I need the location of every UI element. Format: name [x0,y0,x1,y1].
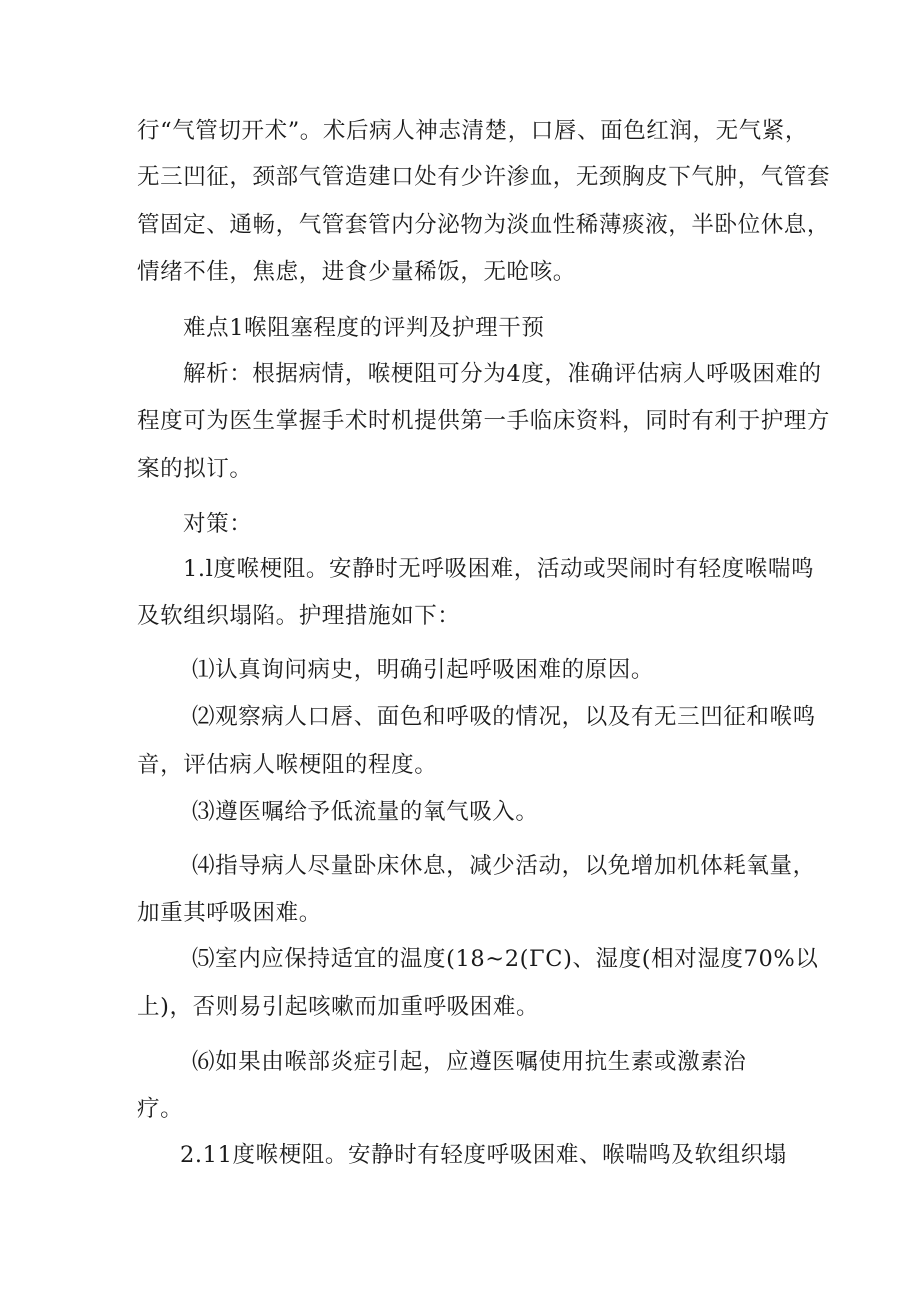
paragraph-line: 解析：根据病情，喉梗阻可分为4度，准确评估病人呼吸困难的 [183,361,822,387]
paragraph-line: 程度可为医生掌握手术时机提供第一手临床资料，同时有利于护理方 [137,408,831,434]
list-item: ⑸室内应保持适宜的温度(18~2(ΓC)、湿度(相对湿度70%以 [192,946,819,972]
paragraph-line: 及软组织塌陷。护理措施如下： [137,603,461,629]
list-item: ⑷指导病人尽量卧床休息，减少活动，以免增加机体耗氧量， [192,853,816,879]
paragraph-line: 上)，否则易引起咳嗽而加重呼吸困难。 [137,994,540,1020]
paragraph-line: 加重其呼吸困难。 [137,900,322,926]
paragraph-line: 音，评估病人喉梗阻的程度。 [137,752,438,778]
list-item: ⑴认真询问病史，明确引起呼吸困难的原因。 [192,657,655,683]
paragraph-line: 无三凹征，颈部气管造建口处有少许渗血，无颈胸皮下气肿，气管套 [137,164,831,190]
section-heading: 难点1喉阻塞程度的评判及护理干预 [183,315,545,341]
paragraph-line: 情绪不佳，焦虑，进食少量稀饭，无呛咳。 [137,259,576,285]
list-item: ⑶遵医嘱给予低流量的氧气吸入。 [192,799,539,825]
paragraph-line: 2.11度喉梗阻。安静时有轻度呼吸困难、喉喘鸣及软组织塌 [180,1142,787,1168]
paragraph-line: 对策： [183,511,253,537]
paragraph-line: 1.l度喉梗阻。安静时无呼吸困难，活动或哭闹时有轻度喉喘鸣 [183,556,815,582]
paragraph-line: 管固定、通畅，气管套管内分泌物为淡血性稀薄痰液，半卧位休息， [137,212,831,238]
paragraph-line: 案的拟订。 [137,456,253,482]
paragraph-line: 行“气管切开术”。术后病人神志清楚，口唇、面色红润，无气紧， [137,118,809,144]
paragraph-line: 疗。 [137,1096,184,1122]
list-item: ⑹如果由喉部炎症引起，应遵医嘱使用抗生素或激素治 [192,1049,747,1075]
list-item: ⑵观察病人口唇、面色和呼吸的情况，以及有无三凹征和喉鸣 [192,704,816,730]
